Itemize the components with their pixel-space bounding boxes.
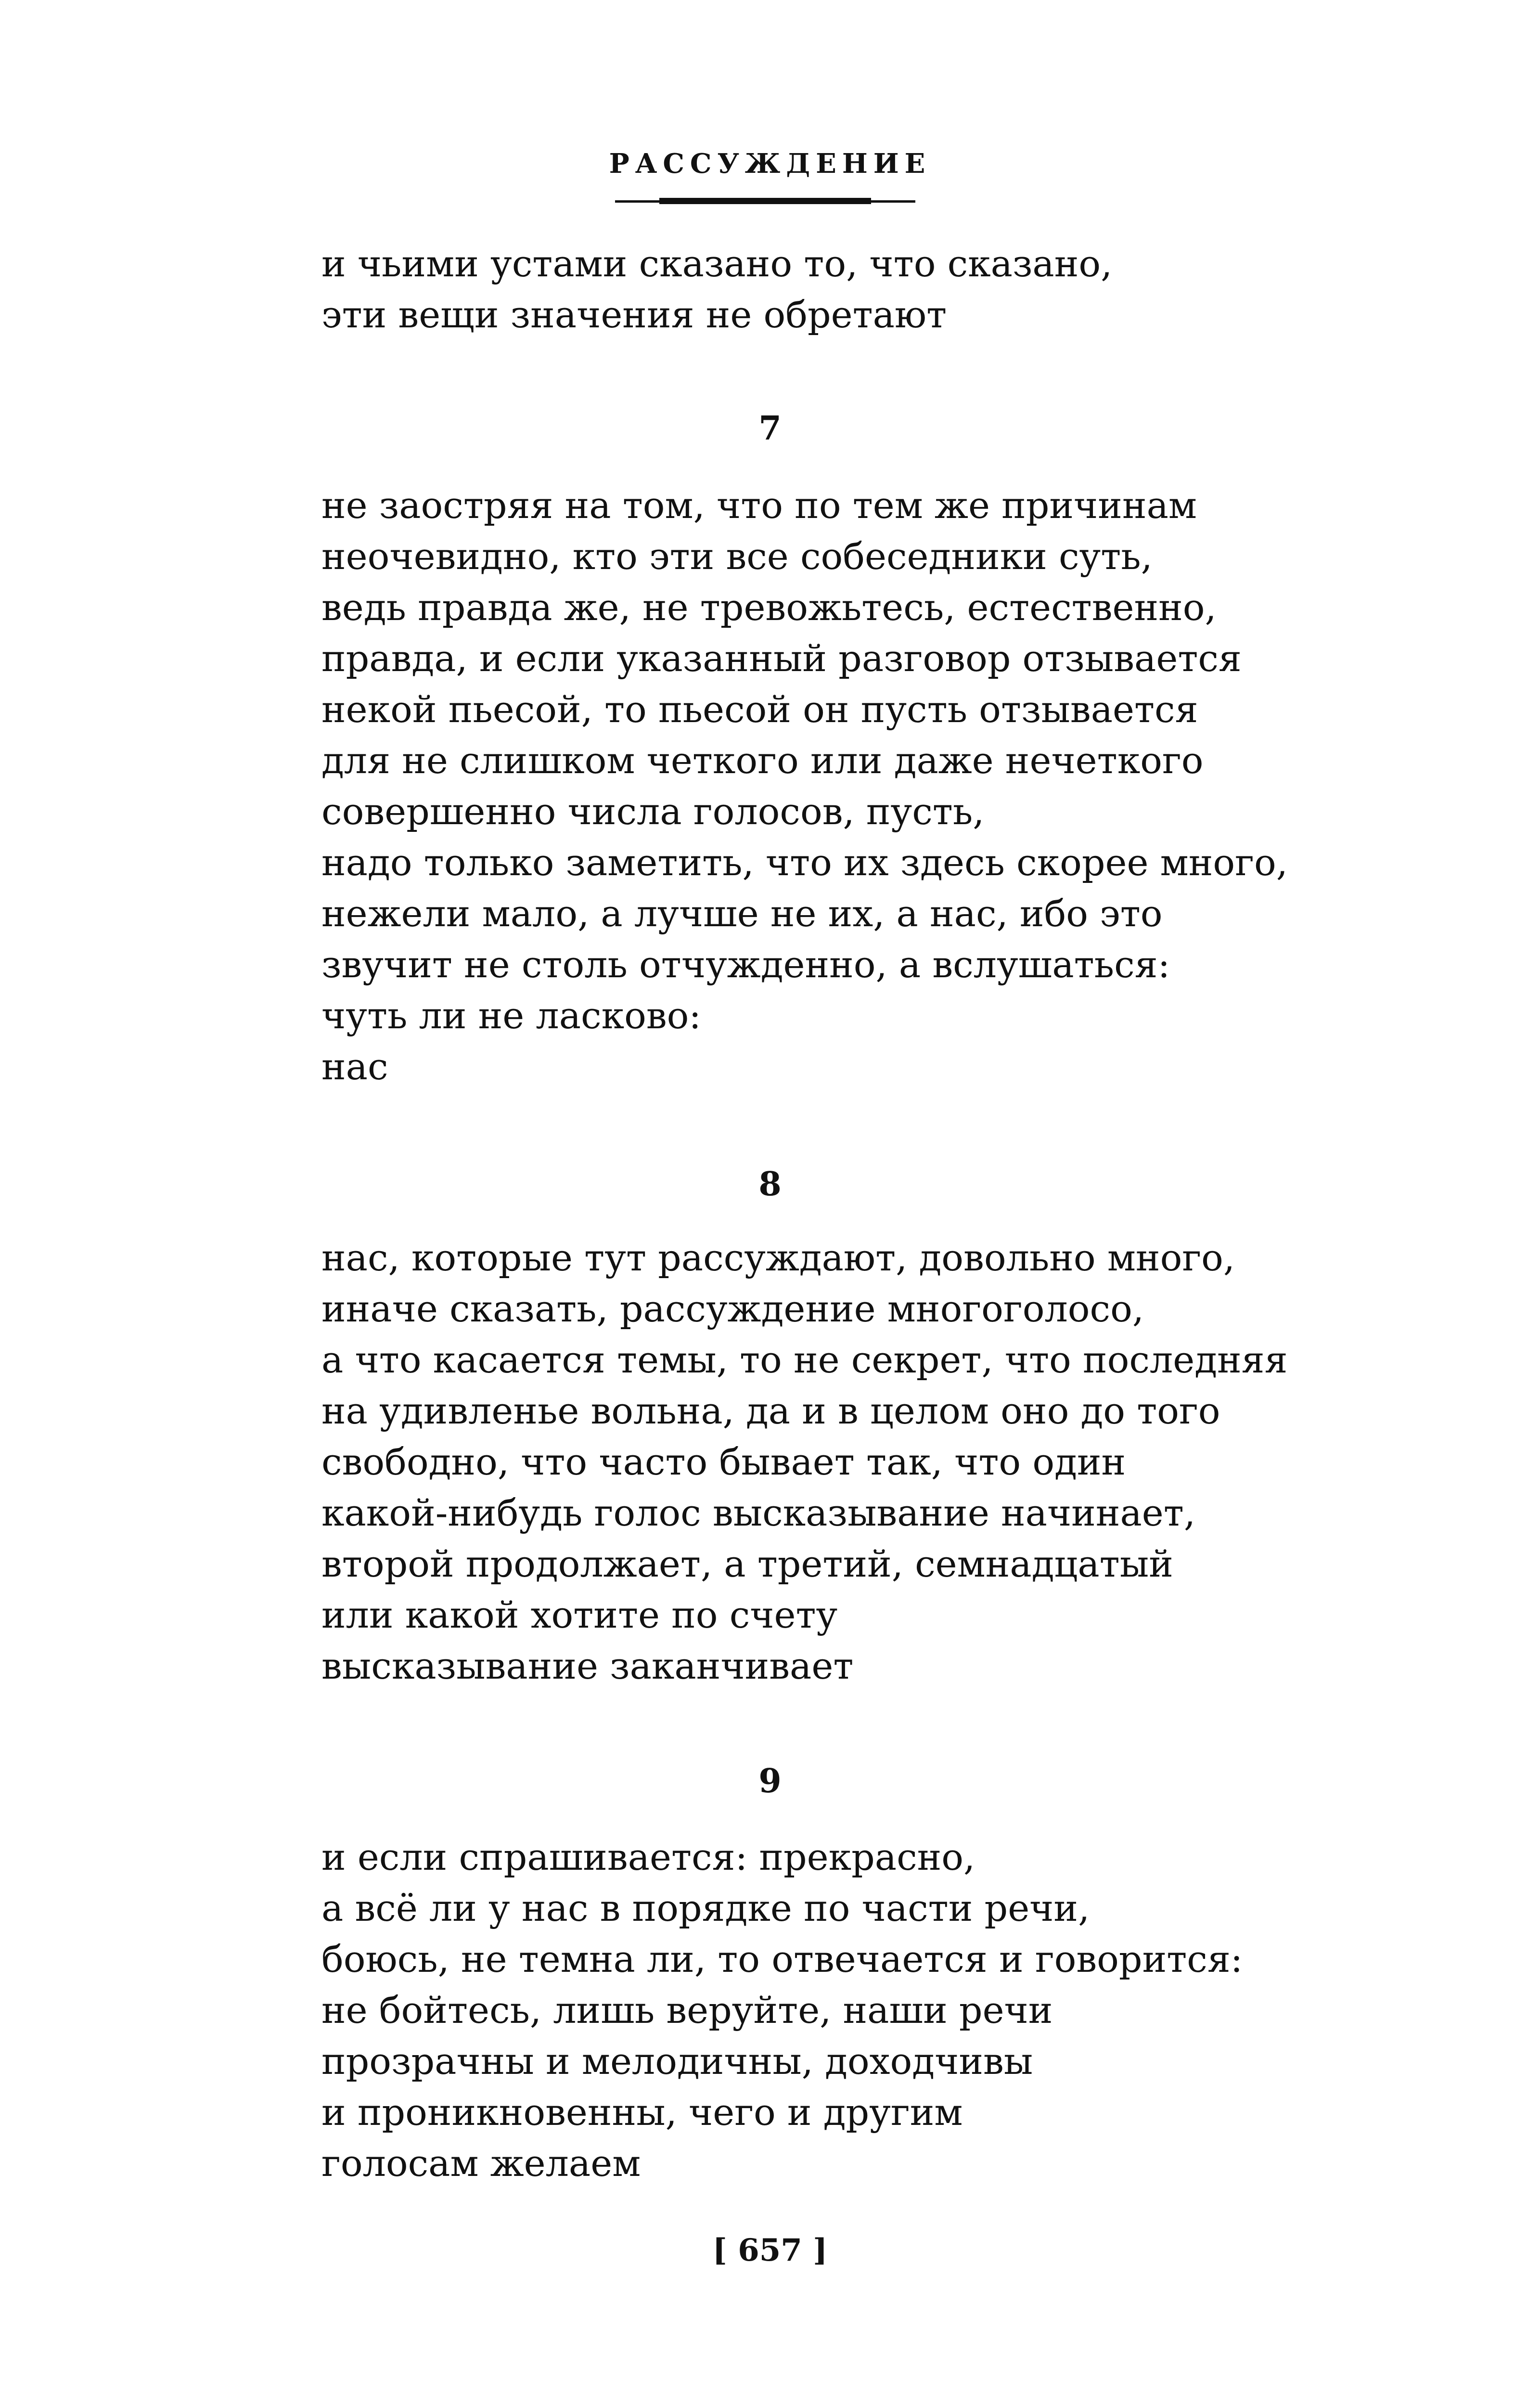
- verse-line: неочевидно, кто эти все собеседники суть,: [321, 535, 1153, 578]
- stanza-9: [321, 1832, 1284, 2189]
- verse-line: и если спрашивается: прекрасно,: [321, 1836, 975, 1878]
- section-number-7: 7: [758, 409, 782, 448]
- verse-line: нежели мало, а лучше не их, а нас, ибо это: [321, 892, 1163, 935]
- verse-line: эти вещи значения не обретают: [321, 293, 947, 336]
- verse-line: голосам желаем: [321, 2142, 641, 2185]
- verse-line: иначе сказать, рассуждение многоголосо,: [321, 1287, 1144, 1330]
- verse-line: свободно, что часто бывает так, что один: [321, 1440, 1126, 1483]
- running-head: РАССУЖДЕНИЕ: [609, 148, 931, 180]
- verse-line: а что касается темы, то не секрет, что последняя: [321, 1338, 1288, 1381]
- verse-line: второй продолжает, а третий, семнадцатый: [321, 1542, 1173, 1585]
- verse-line: и проникновенны, чего и другим: [321, 2091, 963, 2134]
- verse-line: звучит не столь отчужденно, а вслушаться:: [321, 943, 1170, 986]
- verse-line: боюсь, не темна ли, то отвечается и говорится:: [321, 1938, 1243, 1980]
- verse-line: нас, которые тут рассуждают, довольно много,: [321, 1236, 1235, 1279]
- verse-line: правда, и если указанный разговор отзывается: [321, 637, 1242, 680]
- page-number: [ 657 ]: [712, 2232, 828, 2268]
- verse-line: прозрачны и мелодичны, доходчивы: [321, 2040, 1033, 2083]
- verse-line: на удивленье вольна, да и в целом оно до того: [321, 1389, 1220, 1432]
- verse-line: совершенно числа голосов, пусть,: [321, 790, 985, 833]
- section-number-8: 8: [758, 1165, 782, 1204]
- stanza-intro: [321, 238, 1284, 340]
- verse-line: высказывание заканчивает: [321, 1644, 854, 1687]
- verse-line: ведь правда же, не тревожьтесь, естественно,: [321, 586, 1217, 629]
- verse-line: не заостряя на том, что по тем же причинам: [321, 484, 1197, 527]
- verse-line: а всё ли у нас в порядке по части речи,: [321, 1887, 1090, 1929]
- verse-line: для не слишком четкого или даже нечеткого: [321, 739, 1204, 782]
- verse-line: и чьими устами сказано то, что сказано,: [321, 242, 1113, 285]
- verse-line: некой пьесой, то пьесой он пусть отзывается: [321, 688, 1198, 731]
- section-number-9: 9: [758, 1762, 782, 1800]
- verse-line: не бойтесь, лишь веруйте, наши речи: [321, 1989, 1053, 2032]
- running-head-rule-thick: [659, 198, 871, 204]
- stanza-7: [321, 480, 1288, 1092]
- verse-line: нас: [321, 1045, 388, 1088]
- verse-line: или какой хотите по счету: [321, 1593, 838, 1636]
- verse-line: какой-нибудь голос высказывание начинает,: [321, 1491, 1195, 1534]
- verse-line: надо только заметить, что их здесь скорее много,: [321, 841, 1288, 884]
- verse-line: чуть ли не ласково:: [321, 994, 701, 1037]
- stanza-8: [321, 1232, 1288, 1692]
